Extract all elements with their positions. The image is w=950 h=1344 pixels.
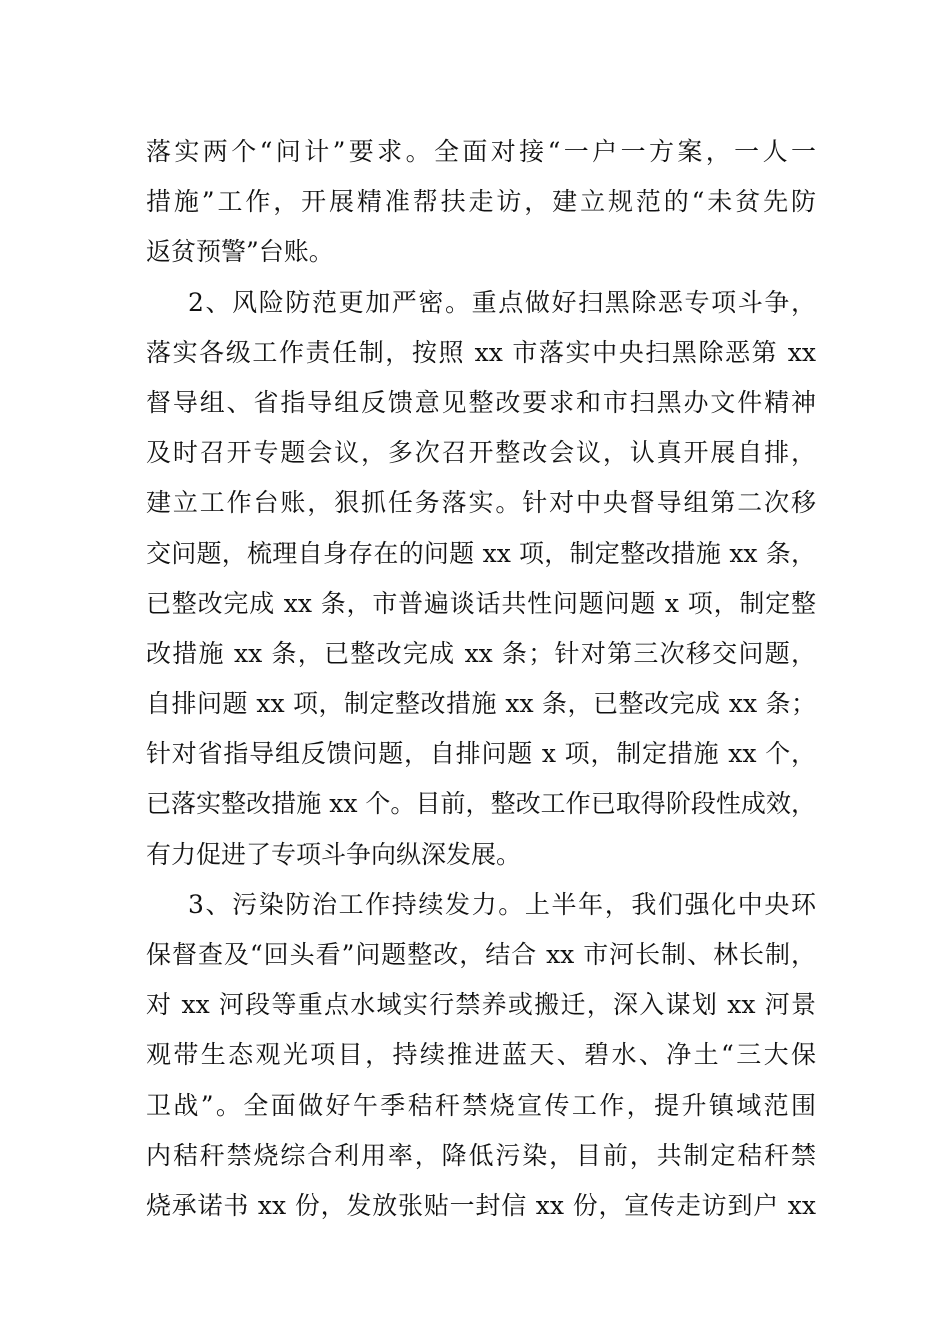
text-line: 卫战”。全面做好午季秸秆禁烧宣传工作，提升镇域范围 (146, 1090, 816, 1120)
text-line: 内秸秆禁烧综合利用率，降低污染，目前，共制定秸秆禁 (146, 1140, 816, 1170)
document-body (146, 127, 816, 1231)
section-heading-line: 2、风险防范更加严密。重点做好扫黑除恶专项斗争， (188, 287, 816, 317)
text-line: 烧承诺书 xx 份，发放张贴一封信 xx 份，宣传走访到户 xx (146, 1190, 816, 1220)
section-heading-line: 3、污染防治工作持续发力。上半年，我们强化中央环 (188, 889, 816, 919)
text-line: 自排问题 xx 项，制定整改措施 xx 条，已整改完成 xx 条； (146, 689, 816, 719)
text-line: 改措施 xx 条，已整改完成 xx 条；针对第三次移交问题， (146, 638, 816, 668)
text-line: 有力促进了专项斗争向纵深发展。 (146, 839, 522, 869)
text-line: 已落实整改措施 xx 个。目前，整改工作已取得阶段性成效， (146, 789, 816, 819)
text-line: 落实各级工作责任制，按照 xx 市落实中央扫黑除恶第 xx (146, 337, 816, 367)
text-line: 已整改完成 xx 条，市普遍谈话共性问题问题 x 项，制定整 (146, 588, 816, 618)
text-line: 交问题，梳理自身存在的问题 xx 项，制定整改措施 xx 条， (146, 538, 816, 568)
text-line: 针对省指导组反馈问题，自排问题 x 项，制定措施 xx 个， (146, 739, 816, 769)
text-line: 建立工作台账，狠抓任务落实。针对中央督导组第二次移 (146, 488, 816, 518)
text-line: 对 xx 河段等重点水域实行禁养或搬迁，深入谋划 xx 河景 (146, 990, 816, 1020)
text-line: 及时召开专题会议，多次召开整改会议，认真开展自排， (146, 438, 816, 468)
text-line: 措施”工作，开展精准帮扶走访，建立规范的“未贫先防 (146, 187, 816, 217)
text-line: 返贫预警”台账。 (146, 237, 334, 267)
text-line: 观带生态观光项目，持续推进蓝天、碧水、净土“三大保 (146, 1040, 816, 1070)
text-line: 落实两个“问计”要求。全面对接“一户一方案，一人一 (146, 137, 816, 166)
text-line: 督导组、省指导组反馈意见整改要求和市扫黑办文件精神 (146, 387, 816, 417)
text-line: 保督查及“回头看”问题整改，结合 xx 市河长制、林长制， (146, 940, 816, 969)
